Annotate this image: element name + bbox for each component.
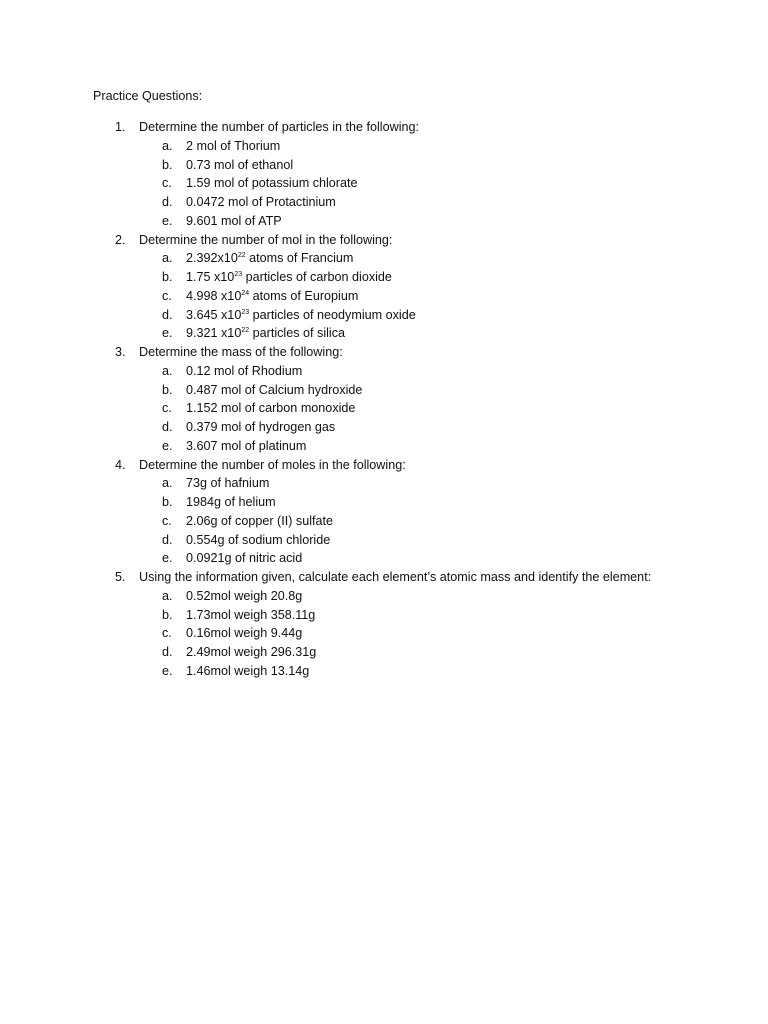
question-number: 4. xyxy=(115,457,126,472)
sub-question-1-c xyxy=(0,174,768,193)
sub-question-5-b xyxy=(0,606,768,625)
sub-question-letter: d. xyxy=(162,532,173,547)
exponent: 24 xyxy=(241,289,250,297)
sub-question-4-c xyxy=(0,512,768,531)
sub-question-1-b xyxy=(0,156,768,175)
text-segment: 1.73mol weigh 358.11g xyxy=(186,607,316,622)
sub-question-letter: a. xyxy=(162,588,173,603)
text-segment: atoms of Francium xyxy=(245,251,354,266)
text-segment: 73g of hafnium xyxy=(186,476,270,491)
question-list xyxy=(0,118,768,681)
text-segment: 1.46mol weigh 13.14g xyxy=(186,663,310,678)
text-segment: 0.12 mol of Rhodium xyxy=(186,363,303,378)
sub-question-letter: c. xyxy=(162,176,172,191)
sub-question-letter: b. xyxy=(162,270,173,284)
question-text: Determine the number of moles in the following: xyxy=(139,457,406,472)
sub-question-text xyxy=(186,587,302,605)
text-segment: 0.73 mol of ethanol xyxy=(186,157,294,172)
text-segment: particles of silica xyxy=(249,326,346,341)
text-segment: 1.59 mol of potassium chlorate xyxy=(186,176,358,191)
sub-question-text xyxy=(186,549,302,567)
sub-question-text xyxy=(186,381,362,399)
sub-question-text xyxy=(186,493,276,511)
text-segment: 2.49mol weigh 296.31g xyxy=(186,645,317,659)
sub-question-letter: a. xyxy=(162,363,173,378)
exponent: 23 xyxy=(234,271,243,278)
sub-question-text xyxy=(186,399,355,417)
question-number: 1. xyxy=(115,120,126,134)
question-number: 3. xyxy=(115,345,126,359)
sub-question-2-c xyxy=(0,287,768,306)
sub-question-letter: d. xyxy=(162,307,173,322)
text-segment: atoms of Europium xyxy=(249,288,359,303)
sub-question-5-d xyxy=(0,643,768,662)
sub-question-letter: e. xyxy=(162,326,173,341)
text-segment: 0.487 mol of Calcium hydroxide xyxy=(186,382,363,397)
sub-question-2-d xyxy=(0,306,768,325)
sub-question-text xyxy=(186,174,358,192)
sub-question-1-e xyxy=(0,212,768,231)
question-number: 5. xyxy=(115,570,126,584)
sub-question-3-d xyxy=(0,418,768,437)
sub-question-text xyxy=(186,418,335,436)
text-segment: 9.321 x10 xyxy=(186,326,242,341)
text-segment: particles of carbon dioxide xyxy=(242,270,392,284)
text-segment: 3.607 mol of platinum xyxy=(186,438,307,453)
question-2 xyxy=(0,231,768,250)
sub-question-text xyxy=(186,156,293,174)
sub-question-letter: b. xyxy=(162,157,173,172)
question-1 xyxy=(0,118,768,137)
sub-question-3-e xyxy=(0,437,768,456)
text-segment: 0.379 mol of hydrogen gas xyxy=(186,420,336,434)
text-segment: particles of neodymium oxide xyxy=(249,307,416,322)
sub-question-letter: c. xyxy=(162,401,172,416)
sub-question-2-b xyxy=(0,268,768,287)
sub-question-letter: e. xyxy=(162,551,173,566)
sub-question-4-e xyxy=(0,549,768,568)
sub-question-letter: d. xyxy=(162,645,173,659)
text-segment: 0.16mol weigh 9.44g xyxy=(186,626,303,641)
question-text: Determine the number of particles in the following: xyxy=(139,120,420,134)
exponent: 23 xyxy=(241,308,250,316)
sub-question-text xyxy=(186,362,302,380)
question-5 xyxy=(0,568,768,587)
sub-question-text xyxy=(186,512,333,530)
sub-question-text xyxy=(186,137,280,155)
page-title: Practice Questions: xyxy=(93,89,203,103)
exponent: 22 xyxy=(241,327,250,335)
sub-question-letter: e. xyxy=(162,213,173,228)
sub-question-1-a xyxy=(0,137,768,156)
text-segment: 4.998 x10 xyxy=(186,288,242,303)
sub-question-5-a xyxy=(0,587,768,606)
sub-question-text xyxy=(186,212,282,230)
sub-question-5-c xyxy=(0,624,768,643)
sub-question-letter: b. xyxy=(162,382,173,397)
sub-question-text xyxy=(186,643,316,661)
question-number: 2. xyxy=(115,232,126,247)
sub-question-4-b xyxy=(0,493,768,512)
sub-question-letter: d. xyxy=(162,195,173,209)
text-segment: 3.645 x10 xyxy=(186,307,242,322)
sub-question-text xyxy=(186,437,306,455)
exponent: 22 xyxy=(237,252,246,260)
question-3 xyxy=(0,343,768,362)
sub-question-1-d xyxy=(0,193,768,212)
text-segment: 9.601 mol of ATP xyxy=(186,213,282,228)
text-segment: 0.52mol weigh 20.8g xyxy=(186,588,303,603)
sub-question-letter: c. xyxy=(162,626,172,641)
sub-question-text xyxy=(186,662,309,680)
sub-question-text xyxy=(186,193,336,211)
sub-question-4-d xyxy=(0,531,768,550)
question-text: Determine the mass of the following: xyxy=(139,345,343,359)
question-text: Using the information given, calculate each element’s atomic mass and identify the element: xyxy=(139,570,652,584)
text-segment: 0.554g of sodium chloride xyxy=(186,532,331,547)
sub-question-2-e xyxy=(0,324,768,343)
text-segment: 1.75 x10 xyxy=(186,270,235,284)
sub-question-letter: a. xyxy=(162,251,173,266)
sub-question-4-a xyxy=(0,474,768,493)
sub-question-text xyxy=(186,474,269,492)
sub-question-letter: e. xyxy=(162,663,173,678)
sub-question-letter: b. xyxy=(162,607,173,622)
sub-question-3-c xyxy=(0,399,768,418)
question-4 xyxy=(0,456,768,475)
sub-question-2-a xyxy=(0,249,768,268)
text-segment: 2.06g of copper (II) sulfate xyxy=(186,513,334,528)
text-segment: 2.392x10 xyxy=(186,251,238,266)
text-segment: 1.152 mol of carbon monoxide xyxy=(186,401,356,416)
sub-question-letter: a. xyxy=(162,138,173,153)
sub-question-letter: c. xyxy=(162,513,172,528)
text-segment: 0.0921g of nitric acid xyxy=(186,551,303,566)
sub-question-text xyxy=(186,606,315,624)
sub-question-letter: b. xyxy=(162,495,173,509)
text-segment: 1984g of helium xyxy=(186,495,276,509)
sub-question-letter: d. xyxy=(162,420,173,434)
sub-question-letter: e. xyxy=(162,438,173,453)
sub-question-5-e xyxy=(0,662,768,681)
sub-question-3-a xyxy=(0,362,768,381)
text-segment: 2 mol of Thorium xyxy=(186,138,281,153)
sub-question-text xyxy=(186,624,302,642)
text-segment: 0.0472 mol of Protactinium xyxy=(186,195,336,209)
sub-question-text xyxy=(186,531,330,549)
sub-question-letter: c. xyxy=(162,288,172,303)
question-text: Determine the number of mol in the following: xyxy=(139,232,393,247)
sub-question-letter: a. xyxy=(162,476,173,491)
sub-question-3-b xyxy=(0,381,768,400)
